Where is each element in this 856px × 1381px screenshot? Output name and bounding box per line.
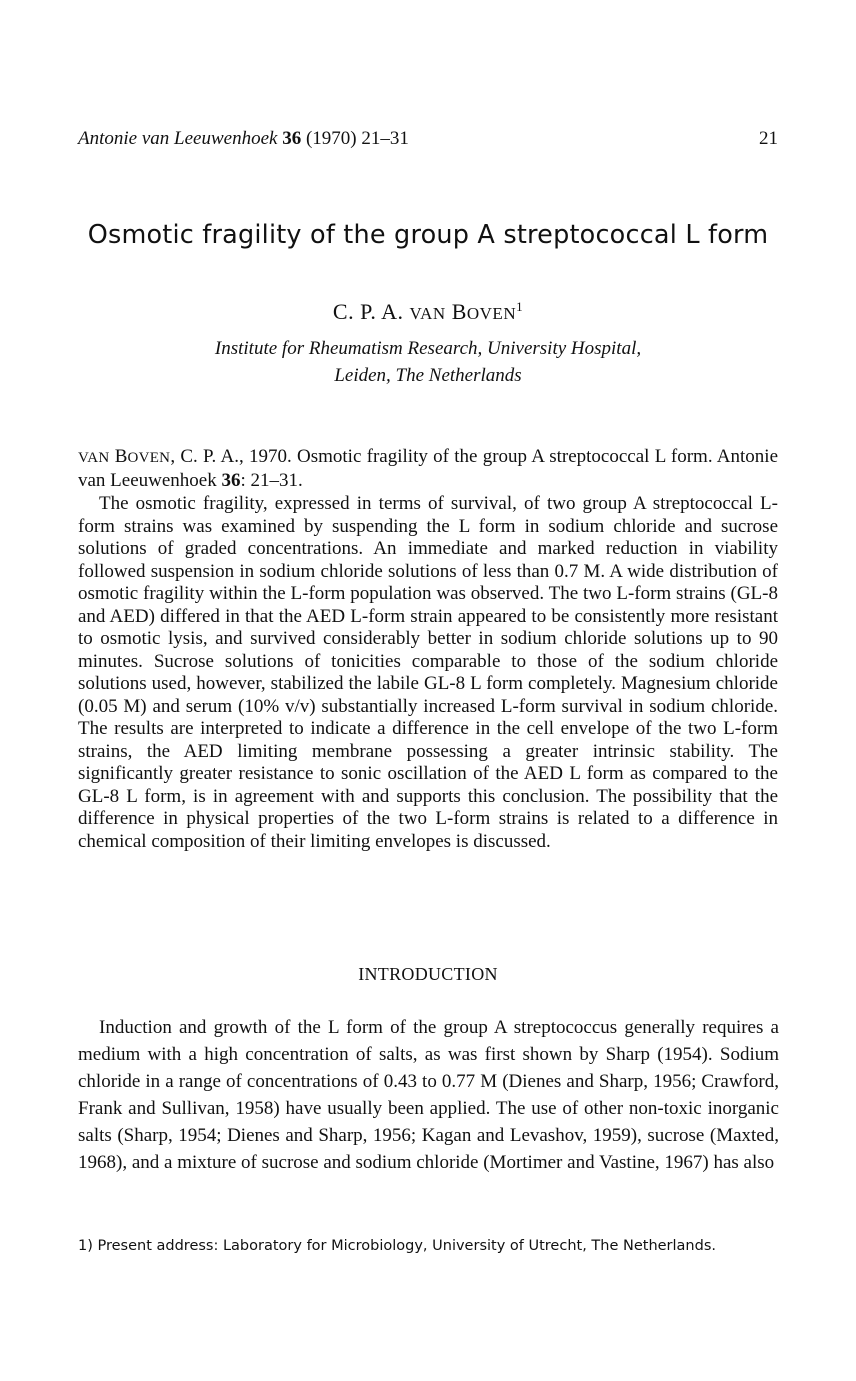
author-initials: C. P. A. <box>332 299 404 324</box>
journal-citation <box>78 126 409 152</box>
introduction-paragraph: Induction and growth of the L form of the group A streptococcus generally requires a medium with a high concentration of salts, as was first shown by Sharp (1954). Sodium chloride in a range of concentrations of 0.43 to 0.77 M (Dienes and Sharp, 1956; Crawford, Frank and Sullivan, 1958) have usually been applied. The use of other non-toxic inorganic salts (Sharp, 1954; Dienes and Sharp, 1956; Kagan and Levashov, 1959), sucrose (Maxted, 1968), and a mixture of sucrose and sodium chloride (Mortimer and Vastine, 1967) has also <box>78 1017 779 1173</box>
journal-name: Antonie van Leeuwenhoek <box>78 128 278 149</box>
page-number: 21 <box>759 128 778 149</box>
cite-pages: : 21–31. <box>240 469 303 491</box>
abstract <box>78 446 778 853</box>
affiliation-line-2: Leiden, The Netherlands <box>334 365 522 386</box>
article-title: Osmotic fragility of the group A streptococcal L form <box>87 220 769 250</box>
author-footnote-mark: 1 <box>516 299 524 314</box>
footnote-text: Present address: Laboratory for Microbiology, University of Utrecht, The Netherlands. <box>92 1238 716 1254</box>
cite-volume: 36 <box>221 469 241 491</box>
cite-prefix: VAN <box>78 450 110 466</box>
journal-volume: 36 <box>282 128 302 149</box>
running-header <box>78 126 778 152</box>
author-surname-rest: OVEN <box>466 304 517 323</box>
abstract-citation <box>78 446 778 492</box>
author-line <box>0 293 856 328</box>
footnote <box>78 1236 780 1256</box>
abstract-body: The osmotic fragility, expressed in terms of survival, of two group A streptococcal L-form strains was examined by suspending the L form in sodium chloride and sucrose solutions of graded concentrations. An immediate and marked reduction in viability followed suspension in sodium chloride solutions of less than 0.7 M. A wide distribution of osmotic fragility within the L-form population was observed. The two L-form strains (GL-8 and AED) differed in that the AED L-form strain appeared to be consistently more resistant to osmotic lysis, and survived considerably better in sodium chloride solutions up to 90 minutes. Sucrose solutions of tonicities comparable to those of the sodium chloride solutions used, however, stabilized the labile GL-8 L form completely. Magnesium chloride (0.05 M) and serum (10% v/v) substantially increased L-form survival in sodium chloride. The results are interpreted to indicate a difference in the cell envelope of the two L-form strains, the AED limiting membrane possessing a greater intrinsic stability. The significantly greater resistance to sonic oscillation of the AED L form as compared to the GL-8 L form, is in agreement with and supports this conclusion. The possibility that the difference in physical properties of the two L-form strains is related to a difference in chemical composition of their limiting envelopes is discussed. <box>78 493 778 852</box>
affiliation <box>0 335 856 389</box>
author-prefix: VAN <box>409 304 446 323</box>
affiliation-line-1: Institute for Rheumatism Research, University Hospital, <box>214 338 642 359</box>
footnote-mark: 1) <box>78 1238 93 1254</box>
author-surname-initial: B <box>451 299 467 324</box>
cite-surname-initial: B <box>114 446 128 467</box>
section-heading-introduction: INTRODUCTION <box>358 964 498 984</box>
cite-surname-rest: OVEN <box>127 450 171 466</box>
cite-text: , C. P. A., 1970. Osmotic fragility of the group A streptococcal L form. Antonie van Leeuwenhoek <box>78 446 779 491</box>
journal-year-pages: (1970) 21–31 <box>305 128 409 149</box>
